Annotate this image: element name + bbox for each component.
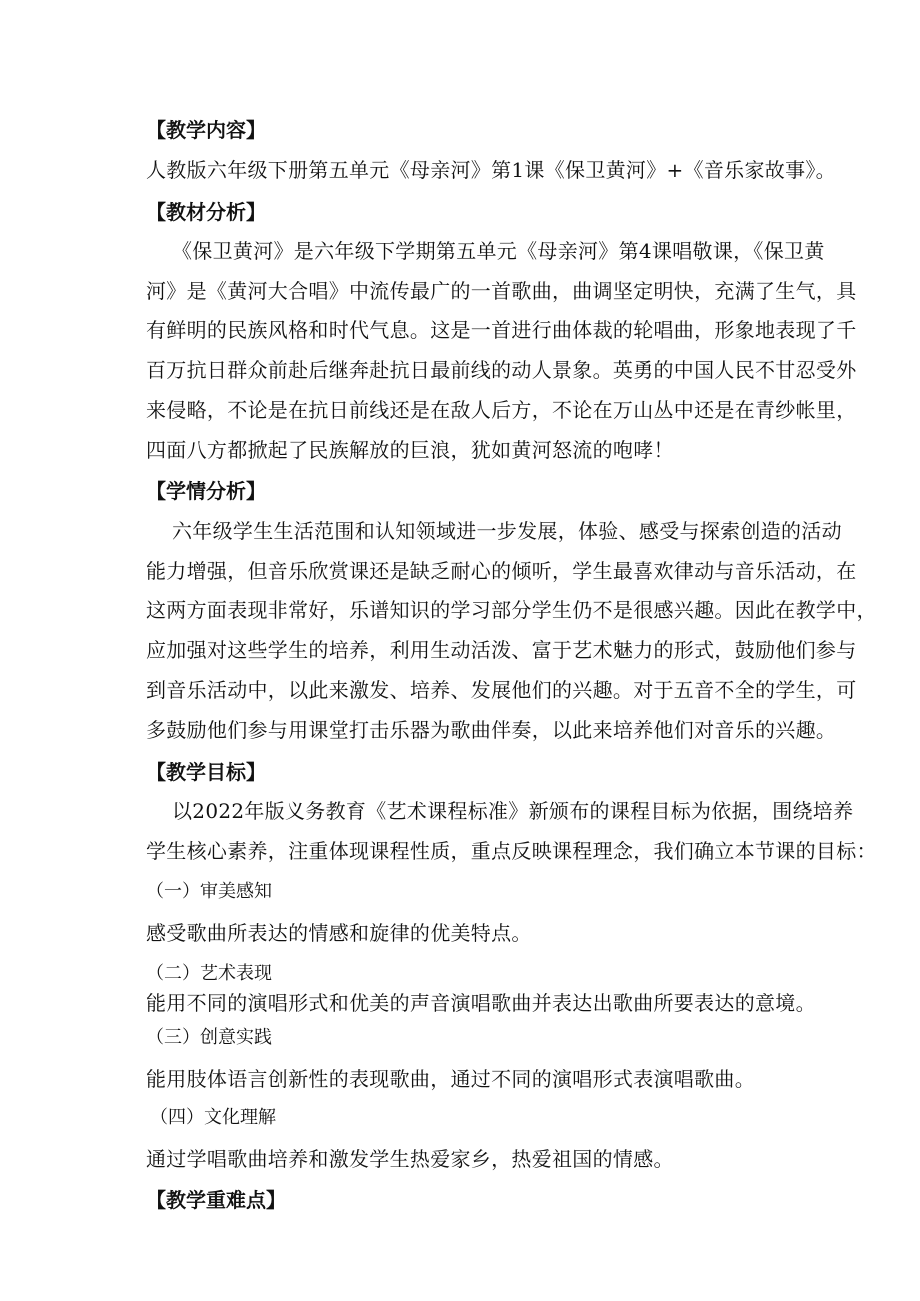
students-line-3: 这两方面表现非常好，乐谱知识的学习部分学生仍不是很感兴趣。因此在教学中， [146,598,877,622]
students-line-6: 多鼓励他们参与用课堂打击乐器为歌曲伴奏，以此来培养他们对音乐的兴趣。 [146,718,837,742]
goal-item-title-culture: （四）文化理解 [150,1107,276,1128]
material-line-2: 河》是《黄河大合唱》中流传最广的一首歌曲，曲调坚定明快，充满了生气，具 [146,279,857,303]
goal-item-text-performance: 能用不同的演唱形式和优美的声音演唱歌曲并表达出歌曲所要表达的意境。 [146,991,816,1015]
material-line-3: 有鲜明的民族风格和时代气息。这是一首进行曲体裁的轮唱曲，形象地表现了千 [146,318,857,342]
heading-key-difficulties: 【教学重难点】 [146,1188,286,1212]
material-line-5: 来侵略，不论是在抗日前线还是在敌人后方，不论在万山丛中还是在青纱帐里， [146,398,857,422]
heading-teaching-goals: 【教学目标】 [146,760,266,784]
content-line-1: 人教版六年级下册第五单元《母亲河》第1课《保卫黄河》+《音乐家故事》。 [146,158,836,182]
goal-item-text-practice: 能用肢体语言创新性的表现歌曲，通过不同的演唱形式表演唱歌曲。 [146,1067,755,1091]
goals-intro-line-1: 以2022年版义务教育《艺术课程标准》新颁布的课程目标为依据，围绕培养 [172,799,854,823]
students-line-4: 应加强对这些学生的培养，利用生动活泼、富于艺术魅力的形式，鼓励他们参与 [146,638,857,662]
goal-item-title-performance: （二）艺术表现 [146,963,272,984]
goal-item-title-practice: （三）创意实践 [146,1027,272,1048]
students-line-2: 能力增强，但音乐欣赏课还是缺乏耐心的倾听，学生最喜欢律动与音乐活动，在 [146,559,857,583]
material-line-4: 百万抗日群众前赴后继奔赴抗日最前线的动人景象。英勇的中国人民不甘忍受外 [146,358,857,382]
material-line-1: 《保卫黄河》是六年级下学期第五单元《母亲河》第4课唱敬课，《保卫黄 [172,239,825,263]
heading-teaching-content: 【教学内容】 [146,118,266,142]
students-line-5: 到音乐活动中，以此来激发、培养、发展他们的兴趣。对于五音不全的学生，可 [146,678,857,702]
students-line-1: 六年级学生生活范围和认知领域进一步发展，体验、感受与探索创造的活动 [172,519,842,543]
material-line-6: 四面八方都掀起了民族解放的巨浪，犹如黄河怒流的咆哮！ [146,438,674,462]
heading-material-analysis: 【教材分析】 [146,200,266,224]
heading-student-analysis: 【学情分析】 [146,479,266,503]
goal-item-title-aesthetic: （一）审美感知 [146,881,272,902]
goals-intro-line-2: 学生核心素养，注重体现课程性质，重点反映课程理念，我们确立本节课的目标： [146,839,877,863]
goal-item-text-aesthetic: 感受歌曲所表达的情感和旋律的优美特点。 [146,921,532,945]
goal-item-text-culture: 通过学唱歌曲培养和激发学生热爱家乡，热爱祖国的情感。 [146,1147,674,1171]
